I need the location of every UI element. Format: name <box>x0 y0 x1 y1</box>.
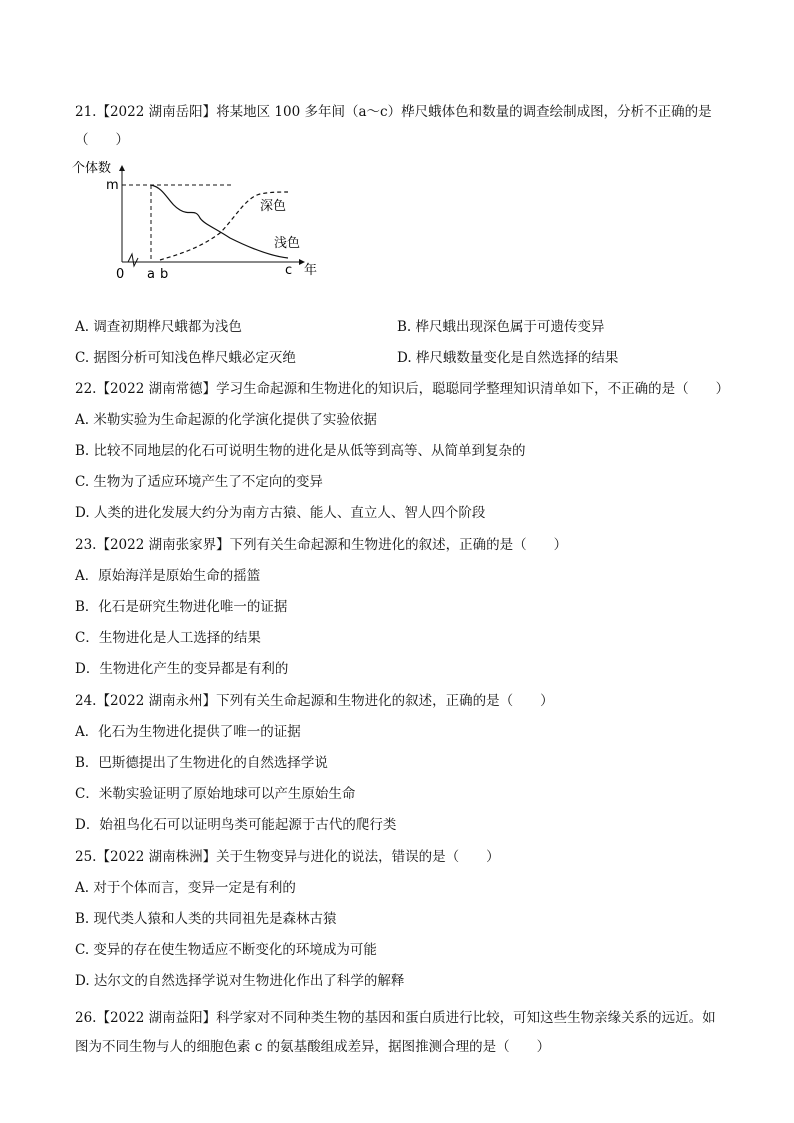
chart-m-label: m <box>106 178 119 193</box>
q21-answer-paren: （ ） <box>75 132 129 148</box>
q24-option-b[interactable]: B．巴斯德提出了生物进化的自然选择学说 <box>75 755 328 771</box>
q21-option-b[interactable]: B. 桦尺蛾出现深色属于可遗传变异 <box>397 319 605 335</box>
q24-option-c[interactable]: C．米勒实验证明了原始地球可以产生原始生命 <box>75 786 356 802</box>
q21-option-c[interactable]: C. 据图分析可知浅色桦尺蛾必定灭绝 <box>75 350 296 366</box>
q25-option-a[interactable]: A. 对于个体而言，变异一定是有利的 <box>75 880 296 896</box>
q22-stem: 22.【2022 湖南常德】学习生命起源和生物进化的知识后，聪聪同学整理知识清单如下，不正确的是（ ） <box>75 381 730 397</box>
q25-option-b[interactable]: B. 现代类人猿和人类的共同祖先是森林古猿 <box>75 911 337 927</box>
q23-option-d[interactable]: D．生物进化产生的变异都是有利的 <box>75 661 289 677</box>
q22-option-d[interactable]: D. 人类的进化发展大约分为南方古猿、能人、直立人、智人四个阶段 <box>75 505 486 521</box>
q24-option-a[interactable]: A．化石为生物进化提供了唯一的证据 <box>75 724 301 740</box>
axis-break-mark <box>128 254 138 266</box>
q24-stem: 24.【2022 湖南永州】下列有关生命起源和生物进化的叙述，正确的是（ ） <box>75 693 554 709</box>
q23-stem: 23.【2022 湖南张家界】下列有关生命起源和生物进化的叙述，正确的是（ ） <box>75 537 568 553</box>
q21-option-d[interactable]: D. 桦尺蛾数量变化是自然选择的结果 <box>397 350 619 366</box>
chart-light-label: 浅色 <box>274 236 301 251</box>
q21-moth-chart <box>70 158 330 283</box>
q26-stem: 26.【2022 湖南益阳】科学家对不同种类生物的基因和蛋白质进行比较，可知这些生物亲缘关系的远近。如图为不同生物与人的细胞色素 c 的氨基酸组成差异，据图推测合理的是（ ） <box>75 1010 716 1055</box>
chart-xlabel: 年 <box>304 263 318 278</box>
q23-option-b[interactable]: B．化石是研究生物进化唯一的证据 <box>75 599 288 615</box>
q23-option-a[interactable]: A．原始海洋是原始生命的摇篮 <box>75 568 261 584</box>
q22-option-c[interactable]: C. 生物为了适应环境产生了不定向的变异 <box>75 474 323 490</box>
q25-option-c[interactable]: C. 变异的存在使生物适应不断变化的环境成为可能 <box>75 942 377 958</box>
q21-option-a[interactable]: A. 调查初期桦尺蛾都为浅色 <box>75 319 242 335</box>
chart-origin-label: 0 <box>116 267 125 282</box>
q21-stem: 21.【2022 湖南岳阳】将某地区 100 多年间（a～c）桦尺蛾体色和数量的调查绘制成图，分析不正确的是 <box>75 104 712 120</box>
chart-ylabel: 个体数 <box>72 161 112 176</box>
q25-option-d[interactable]: D. 达尔文的自然选择学说对生物进化作出了科学的解释 <box>75 973 405 989</box>
q22-option-a[interactable]: A. 米勒实验为生命起源的化学演化提供了实验依据 <box>75 412 377 428</box>
light-moth-curve <box>151 185 288 258</box>
chart-c-label: c <box>285 263 293 278</box>
q25-stem: 25.【2022 湖南株洲】关于生物变异与进化的说法，错误的是（ ） <box>75 849 500 865</box>
q24-option-d[interactable]: D．始祖鸟化石可以证明鸟类可能起源于古代的爬行类 <box>75 817 397 833</box>
q23-option-c[interactable]: C．生物进化是人工选择的结果 <box>75 630 261 646</box>
chart-dark-label: 深色 <box>260 199 287 214</box>
chart-a-label: a <box>147 267 155 282</box>
chart-b-label: b <box>160 267 169 282</box>
q22-option-b[interactable]: B. 比较不同地层的化石可说明生物的进化是从低等到高等、从简单到复杂的 <box>75 443 526 459</box>
